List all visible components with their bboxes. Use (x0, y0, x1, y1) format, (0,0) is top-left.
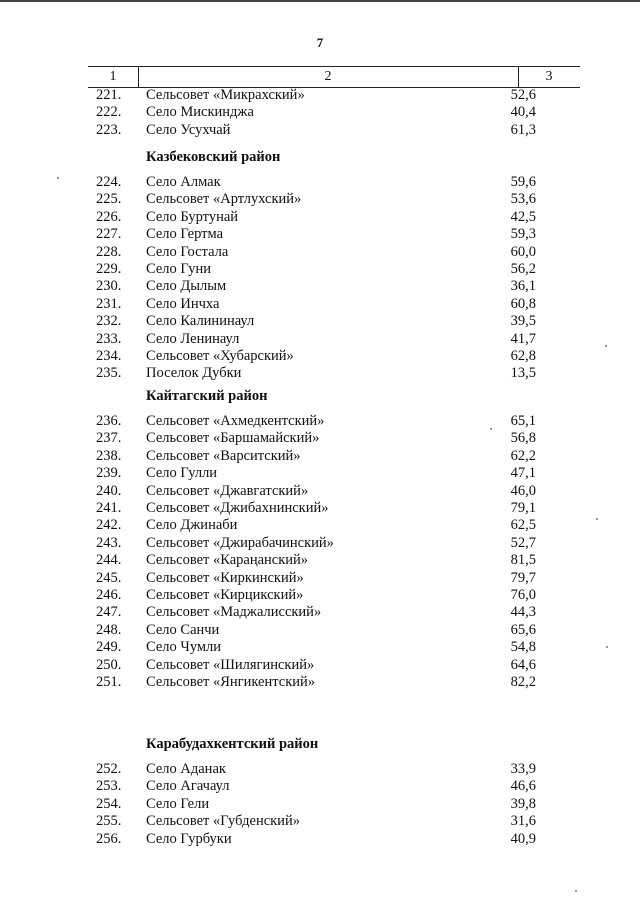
scan-speck (490, 428, 492, 430)
settlement-name: Сельсовет «Кирцикский» (146, 587, 304, 603)
table-row (0, 278, 640, 295)
settlement-name: Село Джинаби (146, 517, 238, 534)
row-value: 79,1 (510, 500, 536, 516)
settlement-name: Сельсовет «Варситский» (146, 447, 301, 464)
scan-speck (605, 345, 607, 347)
row-number: 223. (96, 121, 122, 138)
settlement-name: Сельсовет «Маджалисский» (146, 604, 322, 621)
table-row (0, 296, 640, 313)
scan-speck (606, 646, 608, 648)
table-row (0, 622, 640, 639)
row-number: 232. (96, 313, 122, 330)
header-col-1: 1 (109, 69, 117, 84)
settlement-name: Сельсовет «Хубарский» (146, 348, 294, 364)
table-row (0, 191, 640, 208)
row-value: 60,8 (510, 295, 536, 312)
row-value: 82,2 (510, 674, 536, 690)
table-row (0, 87, 640, 104)
row-value: 42,5 (510, 208, 536, 225)
row-number: 245. (96, 569, 122, 586)
table-row (0, 604, 640, 621)
table-row (0, 587, 640, 604)
row-value: 36,1 (510, 278, 536, 295)
settlement-name: Село Дылым (146, 278, 227, 295)
row-number: 236. (96, 413, 122, 429)
row-value: 56,2 (510, 261, 536, 277)
table-row (0, 261, 640, 278)
settlement-name: Село Алмак (146, 174, 221, 190)
page-number: 7 (316, 35, 324, 50)
settlement-name: Поселок Дубки (146, 365, 242, 382)
row-value: 64,6 (510, 656, 536, 673)
settlement-name: Сельсовет «Киркинский» (146, 569, 304, 586)
row-number: 244. (96, 552, 122, 569)
row-value: 62,8 (510, 348, 536, 364)
table-row (0, 413, 640, 430)
row-number: 242. (96, 517, 122, 534)
settlement-name: Село Гурбуки (146, 830, 232, 847)
row-value: 59,3 (510, 226, 536, 243)
district-heading: Казбековский район (146, 148, 281, 165)
table-row (0, 448, 640, 465)
settlement-name: Сельсовет «Микрахский» (146, 87, 305, 103)
table-row (0, 761, 640, 778)
row-value: 39,8 (510, 795, 536, 812)
table-row (0, 174, 640, 191)
table-row (0, 430, 640, 447)
row-number: 248. (96, 621, 122, 638)
row-value: 54,8 (510, 639, 536, 656)
row-number: 224. (96, 174, 122, 190)
row-number: 252. (96, 761, 122, 777)
table-row (0, 465, 640, 482)
row-value: 56,8 (510, 430, 536, 447)
row-value: 41,7 (510, 330, 536, 347)
row-value: 65,1 (510, 413, 536, 429)
table-row (0, 104, 640, 121)
table-row (0, 831, 640, 848)
row-number: 254. (96, 795, 122, 812)
table-row (0, 313, 640, 330)
row-number: 234. (96, 348, 122, 364)
settlement-name: Сельсовет «Джавгатский» (146, 482, 309, 499)
scan-speck (596, 518, 598, 520)
row-number: 237. (96, 430, 122, 447)
table-row (0, 778, 640, 795)
table-row (0, 813, 640, 830)
scan-speck (57, 177, 59, 179)
row-value: 61,3 (510, 121, 536, 138)
table-row (0, 365, 640, 382)
table-row (0, 570, 640, 587)
row-value: 39,5 (510, 313, 536, 330)
row-value: 60,0 (510, 243, 536, 260)
district-heading: Кайтагский район (146, 387, 268, 404)
row-number: 225. (96, 191, 122, 208)
row-number: 249. (96, 639, 122, 656)
row-number: 221. (96, 87, 122, 103)
table-row (0, 331, 640, 348)
row-number: 246. (96, 587, 122, 603)
table-row (0, 226, 640, 243)
settlement-name: Сельсовет «Ахмедкентский» (146, 413, 325, 429)
table-row (0, 796, 640, 813)
header-col-3: 3 (545, 69, 553, 84)
row-value: 47,1 (510, 465, 536, 482)
row-number: 239. (96, 465, 122, 482)
settlement-name: Село Инчха (146, 295, 220, 312)
row-value: 81,5 (510, 552, 536, 569)
row-number: 228. (96, 243, 122, 260)
row-value: 40,4 (510, 104, 536, 121)
settlement-name: Село Калининаул (146, 313, 255, 330)
row-number: 240. (96, 482, 122, 499)
settlement-name: Село Гостала (146, 243, 229, 260)
settlement-name: Сельсовет «Артлухский» (146, 191, 302, 208)
table-row (0, 500, 640, 517)
row-number: 229. (96, 261, 122, 277)
row-value: 52,7 (510, 534, 536, 551)
row-value: 62,5 (510, 517, 536, 534)
row-number: 241. (96, 500, 122, 516)
settlement-name: Село Буртунай (146, 208, 239, 225)
row-number: 230. (96, 278, 122, 295)
row-number: 226. (96, 208, 122, 225)
row-number: 251. (96, 674, 122, 690)
settlement-name: Село Гертма (146, 226, 224, 243)
settlement-name: Сельсовет «Шилягинский» (146, 656, 315, 673)
settlement-name: Село Мискинджа (146, 104, 254, 121)
row-value: 46,0 (510, 482, 536, 499)
settlement-name: Село Гуни (146, 261, 211, 277)
settlement-name: Сельсовет «Джибахнинский» (146, 500, 329, 516)
settlement-name: Село Санчи (146, 621, 220, 638)
settlement-name: Сельсовет «Баршамайский» (146, 430, 320, 447)
scan-top-edge (0, 0, 640, 2)
row-number: 247. (96, 604, 122, 621)
table-row (0, 639, 640, 656)
settlement-name: Сельсовет «Янгикентский» (146, 674, 316, 690)
row-value: 46,6 (510, 778, 536, 795)
table-header (88, 66, 580, 88)
row-number: 238. (96, 447, 122, 464)
settlement-name: Село Чумли (146, 639, 222, 656)
row-value: 59,6 (510, 174, 536, 190)
row-number: 231. (96, 295, 122, 312)
row-number: 233. (96, 330, 122, 347)
row-value: 13,5 (510, 365, 536, 382)
row-value: 40,9 (510, 830, 536, 847)
settlement-name: Село Ленинаул (146, 330, 240, 347)
row-number: 243. (96, 534, 122, 551)
header-col-2: 2 (324, 69, 332, 84)
scan-speck (575, 890, 577, 892)
row-number: 222. (96, 104, 122, 121)
row-number: 256. (96, 830, 122, 847)
settlement-name: Село Усухчай (146, 121, 231, 138)
row-value: 79,7 (510, 569, 536, 586)
row-number: 253. (96, 778, 122, 795)
row-value: 53,6 (510, 191, 536, 208)
row-value: 62,2 (510, 447, 536, 464)
table-row (0, 209, 640, 226)
row-value: 31,6 (510, 813, 536, 830)
settlement-name: Сельсовет «Джирабачинский» (146, 534, 334, 551)
table-row (0, 244, 640, 261)
row-value: 65,6 (510, 621, 536, 638)
table-row (0, 348, 640, 365)
row-number: 227. (96, 226, 122, 243)
table-row (0, 483, 640, 500)
row-value: 44,3 (510, 604, 536, 621)
table-row (0, 657, 640, 674)
district-heading: Карабудахкентский район (146, 735, 319, 752)
table-row (0, 552, 640, 569)
row-value: 33,9 (510, 761, 536, 777)
table-row (0, 122, 640, 139)
settlement-name: Сельсовет «Караңанский» (146, 552, 309, 569)
row-number: 235. (96, 365, 122, 382)
table-row (0, 535, 640, 552)
settlement-name: Сельсовет «Губденский» (146, 813, 300, 830)
row-value: 76,0 (510, 587, 536, 603)
row-number: 255. (96, 813, 122, 830)
table-row (0, 674, 640, 691)
table-row (0, 517, 640, 534)
settlement-name: Село Аданак (146, 761, 226, 777)
settlement-name: Село Агачаул (146, 778, 230, 795)
row-number: 250. (96, 656, 122, 673)
settlement-name: Село Гели (146, 795, 210, 812)
settlement-name: Село Гулли (146, 465, 218, 482)
row-value: 52,6 (510, 87, 536, 103)
